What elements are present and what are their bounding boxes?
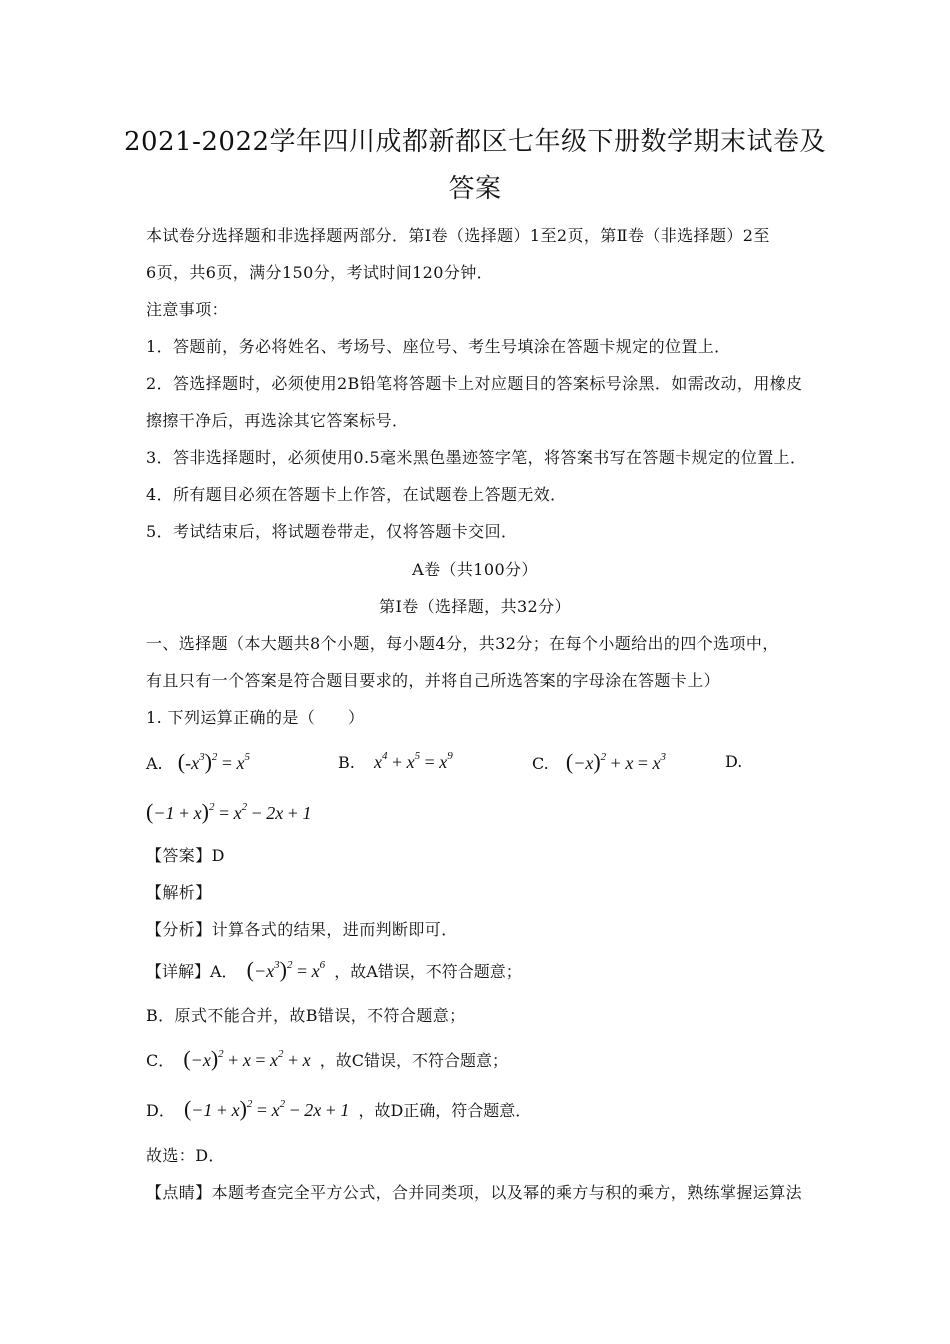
notice-item-4: 4．所有题目必须在答题卡上作答，在试题卷上答题无效． (146, 485, 567, 504)
option-b-label: B. (338, 753, 355, 772)
detail-d (146, 1097, 531, 1123)
option-c-label: C. (532, 754, 549, 773)
option-a-label: A. (146, 754, 163, 773)
analysis-heading: 【解析】 (146, 883, 212, 902)
option-d-formula: $(-1 + x)^2 = x^2 - 2x + 1$ (146, 799, 312, 824)
option-b (338, 750, 453, 775)
detail-a-formula: $(-x^3)^2 = x^6$ (246, 957, 326, 982)
doc-title-line2: 答案 (448, 174, 502, 204)
detail-a (146, 958, 522, 984)
option-a-formula: $(-x^3)^2 = x^5$ (177, 749, 251, 774)
detail-d-prefix: D． (146, 1101, 175, 1120)
doc-title-line1: 2021-2022学年四川成都新都区七年级下册数学期末试卷及 (123, 127, 827, 157)
notice-item-2a: 2．答选择题时，必须使用2B铅笔将答题卡上对应题目的答案标号涂黑．如需改动，用橡皮 (146, 374, 803, 393)
detail-c-prefix: C． (146, 1051, 175, 1070)
mc-instructions-1: 一、选择题（本大题共8个小题，每小题4分，共32分；在每个小题给出的四个选项中， (146, 634, 779, 653)
detail-d-formula: $(-1 + x)^2 = x^2 - 2x + 1$ (183, 1096, 350, 1121)
notice-heading: 注意事项： (146, 300, 229, 319)
detail-a-suffix: ，故A错误，不符合题意； (334, 962, 522, 981)
notice-item-3: 3．答非选择题时，必须使用0.5毫米黑色墨迹签字笔，将答案书写在答题卡规定的位置上． (146, 448, 807, 467)
detail-b: B．原式不能合并，故B错误，不符合题意； (146, 1006, 466, 1025)
choice-line: 故选：D． (146, 1146, 225, 1165)
option-c (532, 750, 666, 776)
comment-line: 【点睛】本题考查完全平方公式，合并同类项，以及幂的乘方与积的乘方，熟练掌握运算法 (146, 1183, 803, 1202)
option-d-label: D. (725, 752, 743, 771)
intro-line-1: 本试卷分选择题和非选择题两部分．第Ⅰ卷（选择题）1至2页，第Ⅱ卷（非选择题）2至 (146, 226, 770, 245)
option-b-formula: $x^4 + x^5 = x^9$ (373, 750, 453, 772)
detail-c-suffix: ，故C错误，不符合题意； (319, 1051, 508, 1070)
detail-c (146, 1047, 508, 1073)
intro-line-2: 6页，共6页，满分150分，考试时间120分钟． (146, 263, 494, 282)
detail-a-prefix: 【详解】A． (146, 962, 238, 981)
analysis-summary: 【分析】计算各式的结果，进而判断即可． (146, 920, 458, 939)
detail-d-suffix: ，故D正确，符合题意． (358, 1101, 532, 1120)
option-d (725, 750, 742, 774)
section-a-heading: A卷（共100分） (412, 560, 538, 579)
question-1: 1. 下列运算正确的是（ ） (146, 708, 365, 727)
section-1-heading: 第Ⅰ卷（选择题，共32分） (379, 597, 571, 616)
notice-item-1: 1．答题前，务必将姓名、考场号、座位号、考生号填涂在答题卡规定的位置上． (146, 337, 731, 356)
option-a (146, 750, 250, 776)
notice-item-2b: 擦擦干净后，再选涂其它答案标号． (146, 411, 409, 430)
answer-line: 【答案】D (146, 846, 225, 865)
option-c-formula: $(-x)^2 + x = x^3$ (565, 749, 666, 774)
detail-c-formula: $(-x)^2 + x = x^2 + x$ (183, 1046, 311, 1071)
mc-instructions-2: 有且只有一个答案是符合题目要求的，并将自己所选答案的字母涂在答题卡上） (146, 671, 721, 690)
notice-item-5: 5．考试结束后，将试题卷带走，仅将答题卡交回． (146, 522, 518, 541)
